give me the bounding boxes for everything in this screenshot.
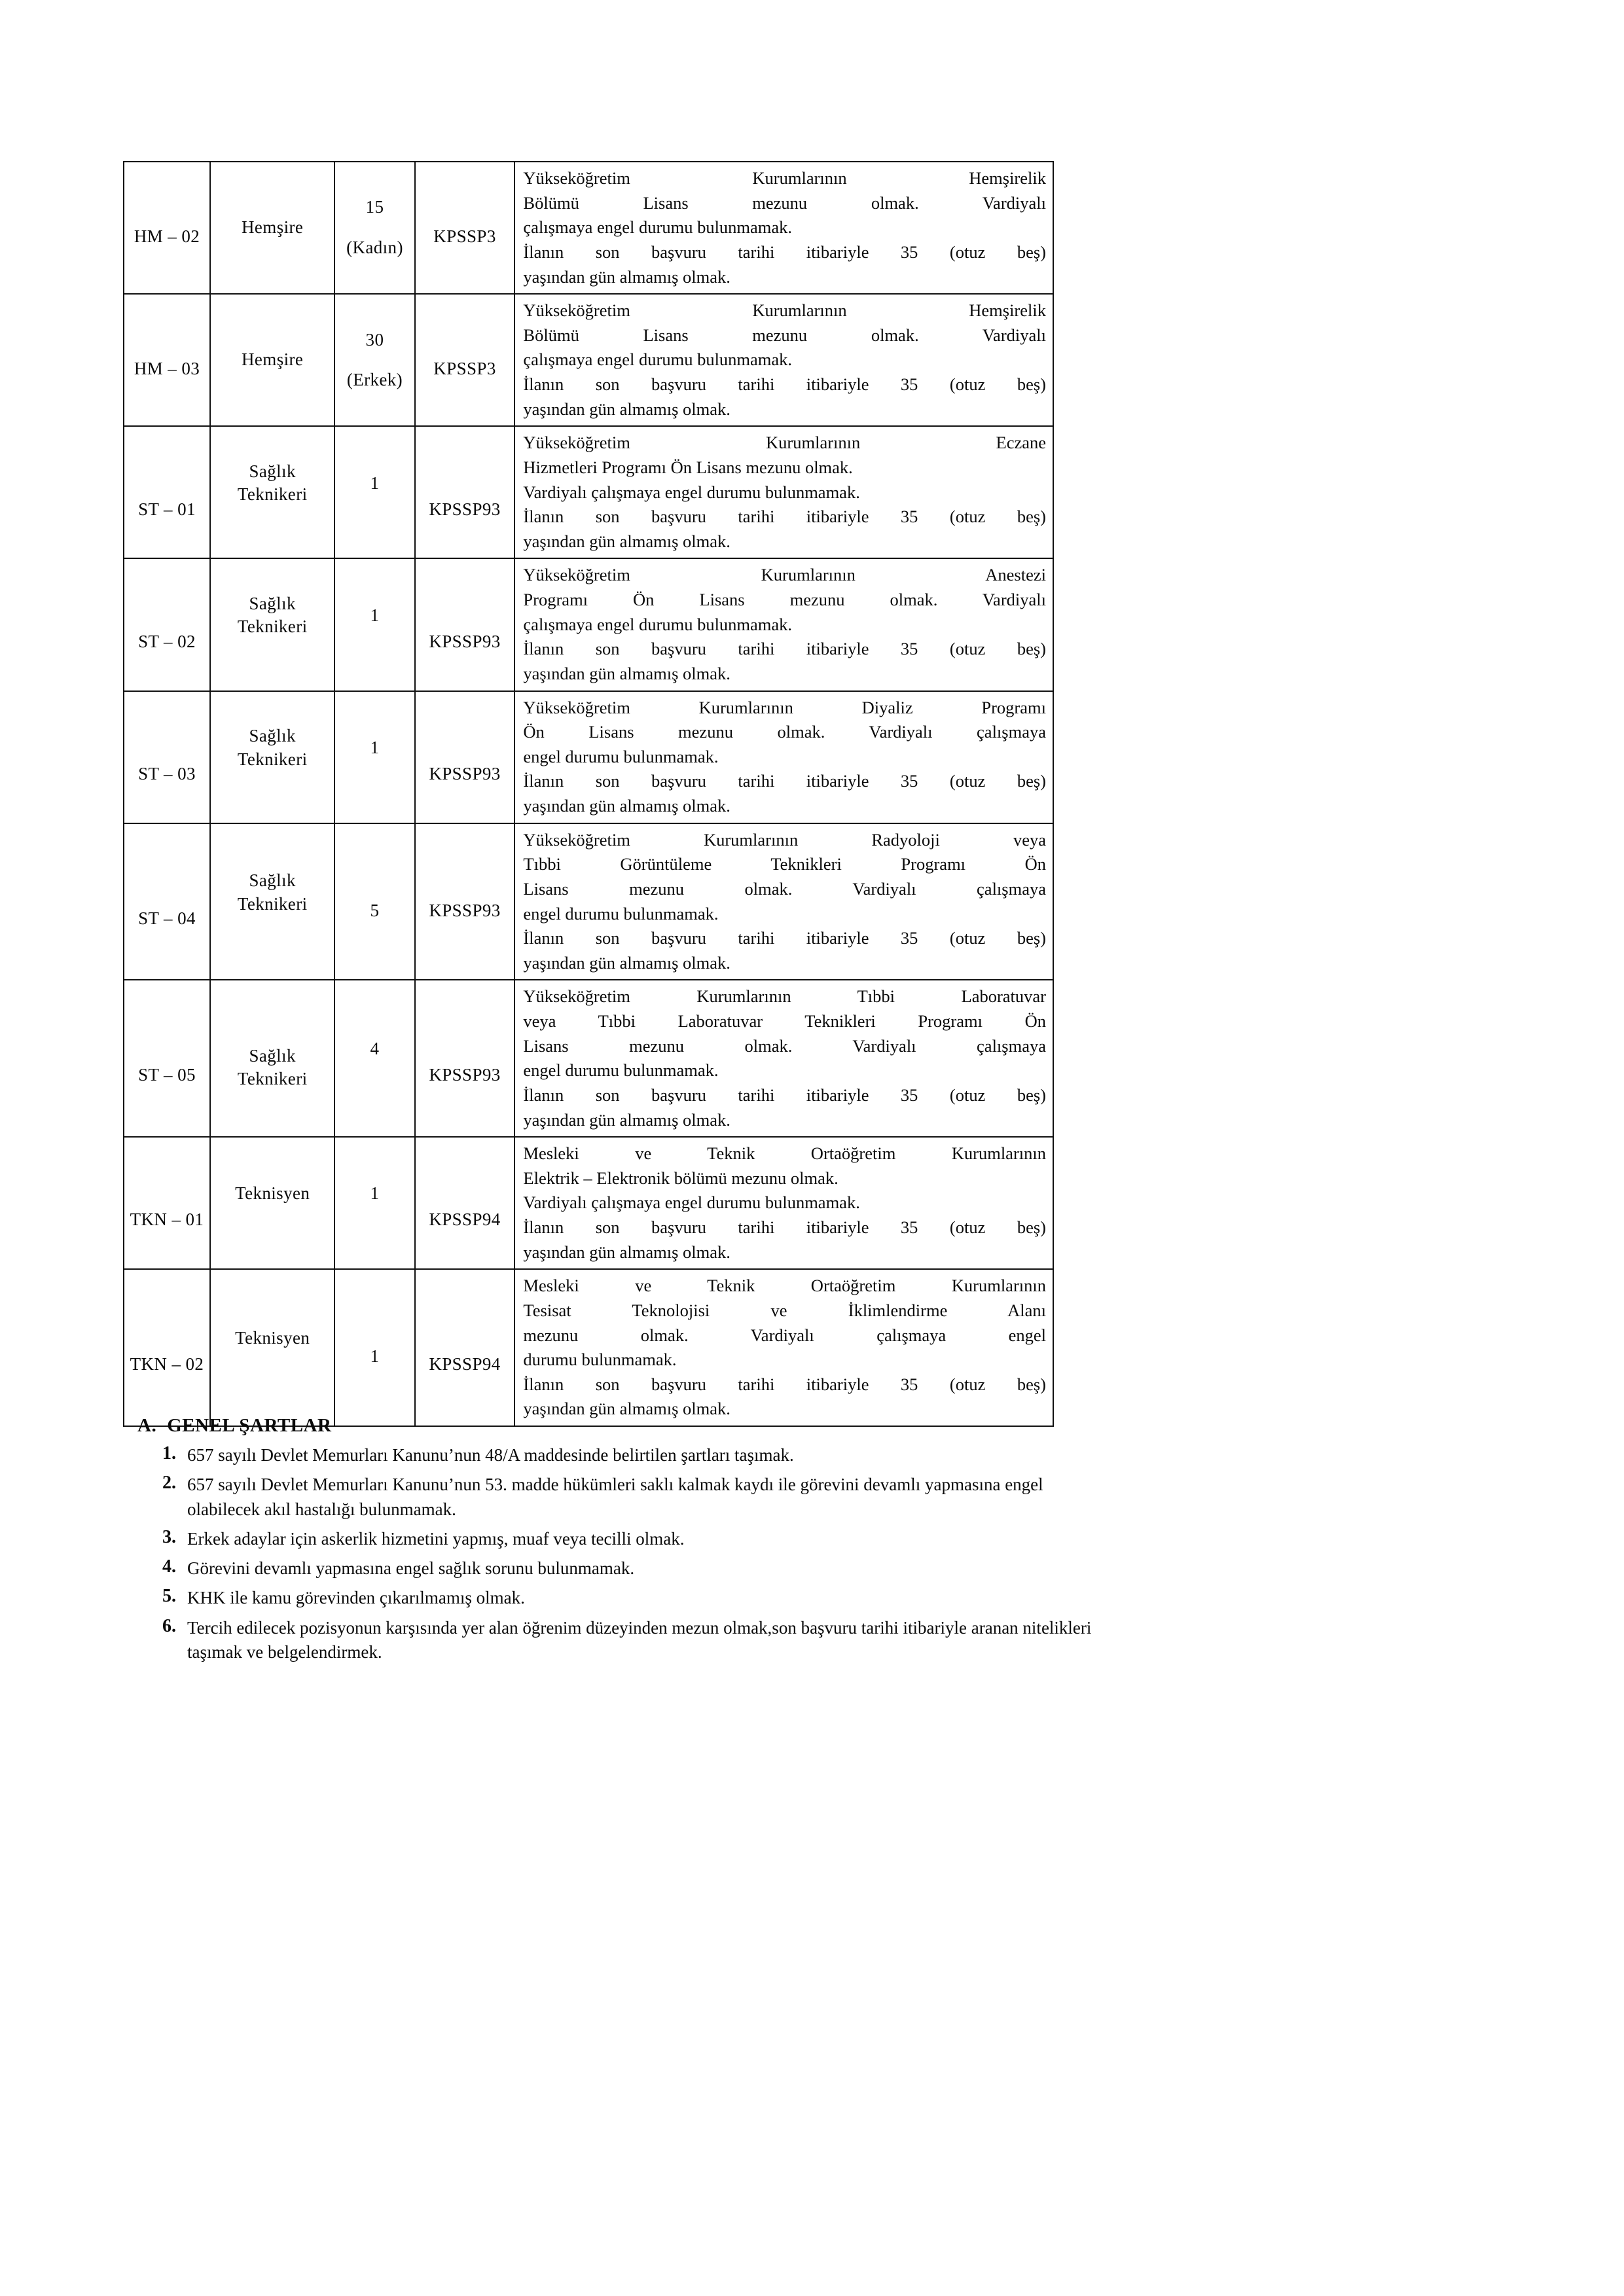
position-title: Sağlık Teknikeri [237, 461, 308, 505]
position-quantity [335, 732, 414, 764]
quantity-gender: (Kadın) [346, 238, 403, 258]
table-row [124, 162, 1053, 294]
requirement-line: Lisans mezunu olmak. Vardiyalı çalışmaya [523, 1035, 1046, 1056]
position-title: Sağlık Teknikeri [237, 593, 308, 637]
requirement-line: İlanın son başvuru tarihi itibariyle 35 (otuz beş) [523, 242, 1046, 262]
kpss-score-type: KPSSP3 [433, 359, 496, 379]
cell-requirements [514, 823, 1053, 980]
position-quantity [335, 468, 414, 499]
position-code: TKN – 01 [130, 1210, 204, 1230]
position-code: ST – 03 [138, 763, 196, 783]
requirement-line: Hizmetleri Programı Ön Lisans mezunu olmak. [523, 457, 853, 477]
position-title: Hemşire [242, 350, 304, 370]
requirement-line: Ön Lisans mezunu olmak. Vardiyalı çalışmaya [523, 722, 1046, 742]
list-item-number: 3. [162, 1526, 176, 1547]
requirement-line: mezunu olmak. Vardiyalı çalışmaya engel [523, 1325, 1046, 1345]
requirement-line: Lisans mezunu olmak. Vardiyalı çalışmaya [523, 878, 1046, 899]
section-title: GENEL ŞARTLAR [167, 1415, 332, 1436]
requirements-text [515, 692, 1053, 823]
kpss-score-type: KPSSP94 [429, 1210, 501, 1230]
conditions-list [123, 1443, 1092, 1664]
cell-position-code [124, 1137, 210, 1269]
position-title: Teknisyen [235, 1328, 310, 1348]
list-item-number: 5. [162, 1586, 176, 1607]
requirements-text [515, 559, 1053, 690]
position-code: TKN – 02 [130, 1354, 204, 1374]
list-item-number: 1. [162, 1443, 176, 1463]
requirement-line: Bölümü Lisans mezunu olmak. Vardiyalı [523, 192, 1046, 213]
cell-requirements [514, 691, 1053, 823]
table-row [124, 294, 1053, 426]
quantity-number: 15 [365, 197, 384, 217]
requirement-line: engel durumu bulunmamak. [523, 903, 719, 924]
cell-quantity [334, 558, 414, 691]
cell-title [210, 823, 334, 980]
requirements-text [515, 427, 1053, 558]
list-item-number: 4. [162, 1556, 176, 1577]
list-item [123, 1616, 1092, 1665]
list-item-text: 657 sayılı Devlet Memurları Kanunu’nun 53. madde hükümleri saklı kalmak kaydı ile görevini devamlı yapmasına engel olabilecek akıl hastalığı bulunmamak. [187, 1475, 1043, 1519]
requirement-line: İlanın son başvuru tarihi itibariyle 35 (otuz beş) [523, 507, 1046, 527]
cell-title [210, 691, 334, 823]
cell-title [210, 558, 334, 691]
list-item [123, 1527, 1092, 1551]
requirement-line: Yükseköğretim Kurumlarının Tıbbi Laboratuvar [523, 986, 1046, 1007]
position-title: Sağlık Teknikeri [237, 1045, 308, 1089]
requirement-line: Yükseköğretim Kurumlarının Diyaliz Programı [523, 697, 1046, 717]
position-code: HM – 02 [134, 226, 200, 247]
list-item-text: KHK ile kamu görevinden çıkarılmamış olmak. [187, 1588, 525, 1608]
kpss-score-type: KPSSP93 [429, 763, 501, 783]
table-row [124, 558, 1053, 691]
list-item-text: 657 sayılı Devlet Memurları Kanunu’nun 48/A maddesinde belirtilen şartları taşımak. [187, 1445, 794, 1465]
position-quantity [335, 325, 414, 396]
kpss-score-type: KPSSP93 [429, 1065, 501, 1085]
quantity-number: 30 [365, 329, 384, 350]
requirements-text [515, 295, 1053, 425]
position-code: ST – 02 [138, 631, 196, 651]
cell-kpss-type [415, 823, 515, 980]
requirement-line: Mesleki ve Teknik Ortaöğretim Kurumlarının [523, 1276, 1046, 1296]
list-item-number: 6. [162, 1615, 176, 1636]
requirement-line: yaşından gün almamış olmak. [523, 1109, 731, 1130]
quantity-number: 1 [370, 737, 380, 757]
quantity-number: 1 [370, 473, 380, 493]
cell-kpss-type [415, 294, 515, 426]
requirement-line: çalışmaya engel durumu bulunmamak. [523, 614, 793, 634]
cell-quantity [334, 1137, 414, 1269]
cell-position-code [124, 294, 210, 426]
list-item [123, 1473, 1092, 1522]
cell-kpss-type [415, 162, 515, 294]
cell-quantity [334, 426, 414, 558]
requirement-line: yaşından gün almamış olmak. [523, 399, 731, 419]
quantity-number: 1 [370, 1183, 380, 1204]
requirement-line: Yükseköğretim Kurumlarının Hemşirelik [523, 168, 1046, 188]
cell-requirements [514, 1269, 1053, 1426]
requirement-line: Bölümü Lisans mezunu olmak. Vardiyalı [523, 325, 1046, 345]
position-code: ST – 05 [138, 1065, 196, 1085]
cell-quantity [334, 691, 414, 823]
requirement-line: Tıbbi Görüntüleme Teknikleri Programı Ön [523, 854, 1046, 874]
cell-requirements [514, 162, 1053, 294]
list-item [123, 1443, 1092, 1467]
requirement-line: Programı Ön Lisans mezunu olmak. Vardiyalı [523, 590, 1046, 609]
requirement-line: durumu bulunmamak. [523, 1350, 677, 1370]
cell-title [210, 294, 334, 426]
cell-title [210, 980, 334, 1137]
cell-requirements [514, 980, 1053, 1137]
requirement-line: Vardiyalı çalışmaya engel durumu bulunmamak. [523, 1193, 860, 1213]
cell-position-code [124, 162, 210, 294]
cell-position-code [124, 980, 210, 1137]
list-item-text: Tercih edilecek pozisyonun karşısında yer alan öğrenim düzeyinden mezun olmak,son başvuru tarihi itibariyle aranan nitelikleri taşımak ve belgelendirmek. [187, 1617, 1092, 1662]
cell-kpss-type [415, 426, 515, 558]
position-title: Teknisyen [235, 1183, 310, 1204]
kpss-score-type: KPSSP93 [429, 631, 501, 651]
list-item-text: Görevini devamlı yapmasına engel sağlık sorunu bulunmamak. [187, 1558, 635, 1578]
requirement-line: yaşından gün almamış olmak. [523, 1399, 731, 1419]
requirement-line: yaşından gün almamış olmak. [523, 1242, 731, 1262]
requirement-line: veya Tıbbi Laboratuvar Teknikleri Programı Ön [523, 1011, 1046, 1031]
cell-quantity [334, 980, 414, 1137]
list-item [123, 1586, 1092, 1610]
position-quantity [335, 895, 414, 927]
requirement-line: Elektrik – Elektronik bölümü mezunu olmak. [523, 1168, 839, 1188]
cell-title [210, 1269, 334, 1426]
table-row [124, 426, 1053, 558]
cell-position-code [124, 558, 210, 691]
requirement-line: İlanın son başvuru tarihi itibariyle 35 (otuz beş) [523, 771, 1046, 791]
cell-position-code [124, 426, 210, 558]
requirement-line: Tesisat Teknolojisi ve İklimlendirme Alanı [523, 1300, 1046, 1320]
cell-position-code [124, 691, 210, 823]
requirements-text [515, 980, 1053, 1136]
requirement-line: İlanın son başvuru tarihi itibariyle 35 (otuz beş) [523, 1085, 1046, 1105]
section-letter: A. [137, 1415, 157, 1436]
cell-kpss-type [415, 691, 515, 823]
cell-quantity [334, 823, 414, 980]
general-conditions-section [123, 1415, 1092, 1670]
cell-quantity [334, 162, 414, 294]
kpss-score-type: KPSSP93 [429, 900, 501, 920]
table-row [124, 823, 1053, 980]
requirement-line: Yükseköğretim Kurumlarının Eczane [523, 433, 1046, 453]
requirement-line: yaşından gün almamış olmak. [523, 663, 731, 683]
kpss-score-type: KPSSP3 [433, 226, 496, 247]
positions-table-body [124, 162, 1053, 1426]
quantity-number: 4 [370, 1039, 380, 1059]
cell-kpss-type [415, 980, 515, 1137]
position-quantity [335, 600, 414, 632]
cell-quantity [334, 294, 414, 426]
requirement-line: Mesleki ve Teknik Ortaöğretim Kurumlarının [523, 1143, 1046, 1164]
position-title: Sağlık Teknikeri [237, 725, 308, 769]
position-code: HM – 03 [134, 359, 200, 379]
requirements-text [515, 1138, 1053, 1268]
requirement-line: İlanın son başvuru tarihi itibariyle 35 (otuz beş) [523, 374, 1046, 394]
requirement-line: yaşından gün almamış olmak. [523, 952, 731, 973]
requirement-line: çalışmaya engel durumu bulunmamak. [523, 350, 793, 370]
list-item-text: Erkek adaylar için askerlik hizmetini yapmış, muaf veya tecilli olmak. [187, 1528, 685, 1549]
cell-title [210, 1137, 334, 1269]
requirement-line: Yükseköğretim Kurumlarının Anestezi [523, 565, 1046, 585]
cell-kpss-type [415, 558, 515, 691]
requirements-text [515, 824, 1053, 980]
cell-title [210, 426, 334, 558]
cell-kpss-type [415, 1137, 515, 1269]
quantity-number: 1 [370, 1346, 380, 1367]
requirement-line: Yükseköğretim Kurumlarının Radyoloji veya [523, 829, 1046, 850]
table-row [124, 1137, 1053, 1269]
requirement-line: İlanın son başvuru tarihi itibariyle 35 (otuz beş) [523, 928, 1046, 948]
table-row [124, 1269, 1053, 1426]
list-item-number: 2. [162, 1473, 176, 1494]
cell-kpss-type [415, 1269, 515, 1426]
position-title: Hemşire [242, 217, 304, 238]
list-item [123, 1556, 1092, 1581]
section-heading [137, 1415, 1092, 1437]
position-code: ST – 01 [138, 499, 196, 519]
position-quantity [335, 1033, 414, 1065]
requirements-text [515, 1270, 1053, 1426]
requirement-line: engel durumu bulunmamak. [523, 746, 719, 766]
cell-title [210, 162, 334, 294]
requirements-text [515, 162, 1053, 293]
cell-requirements [514, 426, 1053, 558]
position-title: Sağlık Teknikeri [237, 870, 308, 914]
position-quantity [335, 192, 414, 263]
quantity-gender: (Erkek) [346, 370, 403, 390]
requirement-line: İlanın son başvuru tarihi itibariyle 35 (otuz beş) [523, 1374, 1046, 1394]
quantity-number: 5 [370, 900, 380, 920]
requirement-line: İlanın son başvuru tarihi itibariyle 35 (otuz beş) [523, 1217, 1046, 1237]
cell-requirements [514, 294, 1053, 426]
requirement-line: yaşından gün almamış olmak. [523, 796, 731, 816]
requirement-line: Vardiyalı çalışmaya engel durumu bulunmamak. [523, 482, 860, 502]
position-code: ST – 04 [138, 908, 196, 928]
requirement-line: engel durumu bulunmamak. [523, 1060, 719, 1081]
table-row [124, 691, 1053, 823]
requirement-line: Yükseköğretim Kurumlarının Hemşirelik [523, 300, 1046, 321]
cell-position-code [124, 1269, 210, 1426]
cell-requirements [514, 1137, 1053, 1269]
cell-position-code [124, 823, 210, 980]
position-quantity [335, 1341, 414, 1372]
table-row [124, 980, 1053, 1137]
requirement-line: İlanın son başvuru tarihi itibariyle 35 (otuz beş) [523, 639, 1046, 659]
requirement-line: çalışmaya engel durumu bulunmamak. [523, 217, 793, 238]
requirement-line: yaşından gün almamış olmak. [523, 531, 731, 551]
kpss-score-type: KPSSP94 [429, 1354, 501, 1374]
requirement-line: yaşından gün almamış olmak. [523, 266, 731, 287]
positions-table [123, 161, 1054, 1427]
position-quantity [335, 1178, 414, 1210]
cell-requirements [514, 558, 1053, 691]
kpss-score-type: KPSSP93 [429, 499, 501, 519]
cell-quantity [334, 1269, 414, 1426]
quantity-number: 1 [370, 605, 380, 625]
